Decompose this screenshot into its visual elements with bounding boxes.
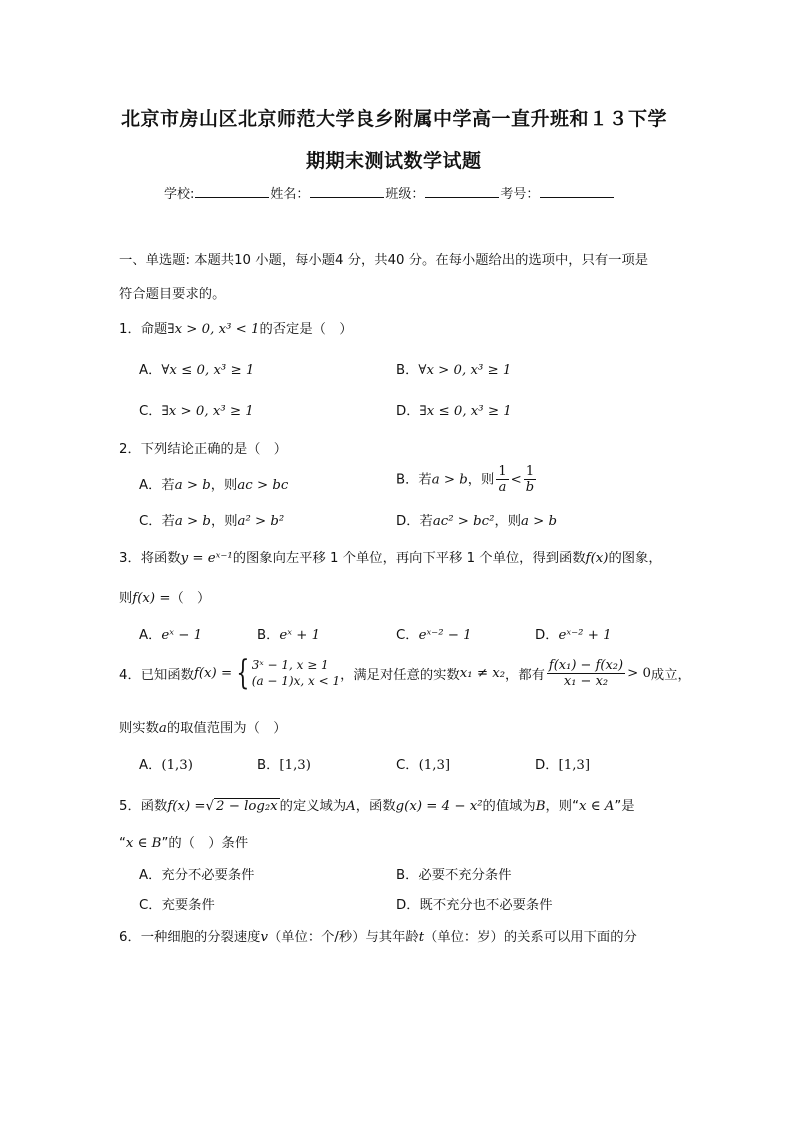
question-5-stem-line-2: [119, 832, 248, 851]
option-text: ，则: [210, 514, 238, 529]
question-1-stem: [119, 318, 353, 337]
option-math: a > b: [174, 478, 211, 493]
question-number: 6．: [119, 930, 141, 945]
question-3-option-a[interactable]: [139, 624, 202, 643]
stem-text: 则实数: [119, 721, 159, 736]
option-label: D．: [396, 404, 420, 419]
question-4-option-b[interactable]: [257, 754, 311, 773]
stem-text: （单位：岁）的关系可以用下面的分: [424, 930, 637, 945]
case-line: (a − 1)x, x < 1: [251, 674, 341, 688]
question-number: 1．: [119, 322, 141, 337]
option-label: C．: [139, 514, 162, 529]
stem-text: 的取值范围为（ ）: [166, 721, 287, 736]
option-label: A．: [139, 628, 162, 643]
stem-math: y = eˣ⁻¹: [180, 551, 233, 566]
option-label: B．: [396, 472, 419, 488]
option-math: ∃x > 0, x³ ≥ 1: [161, 404, 254, 419]
question-1-option-c[interactable]: [139, 400, 254, 419]
section-intro-line-1: 一、单选题: 本题共10 小题，每小题4 分，共40 分。在每小题给出的选项中，只有一项是: [119, 253, 649, 268]
question-5-option-c[interactable]: [139, 894, 215, 913]
question-3-option-c[interactable]: [396, 624, 472, 643]
fraction-one-over-b: $\frac{1}{b}$: [525, 464, 535, 495]
field-name-blank[interactable]: [310, 185, 384, 198]
stem-text: ，则“: [545, 799, 579, 814]
stem-math: g(x) = 4 − x²: [395, 799, 483, 814]
stem-text: 函数: [140, 799, 168, 814]
question-number: 4．: [119, 667, 141, 683]
question-4-option-a[interactable]: [139, 754, 193, 773]
question-3-stem-line-2: [119, 587, 210, 606]
question-5-option-b[interactable]: [396, 864, 512, 883]
field-school-label: 学校:: [164, 187, 195, 202]
fraction-one-over-a: $\frac{1}{a}$: [498, 464, 507, 495]
option-label: C．: [396, 758, 419, 773]
question-3-stem: [119, 547, 662, 566]
stem-math: a: [158, 721, 167, 736]
question-4-stem-line-2: [119, 717, 287, 736]
stem-math: t: [418, 930, 425, 945]
field-examno-blank[interactable]: [540, 185, 614, 198]
stem-text: ”的（ ）条件: [161, 836, 249, 851]
question-2-option-a[interactable]: [139, 474, 288, 493]
option-math: eˣ⁻² + 1: [558, 628, 612, 643]
question-5-option-d[interactable]: [396, 894, 553, 913]
stem-text: 的图象向左平移 1 个单位，再向下平移 1 个单位，得到函数: [232, 551, 586, 566]
option-text: 充分不必要条件: [161, 868, 255, 883]
option-text: ，则: [210, 478, 238, 493]
question-number: 5．: [119, 799, 141, 814]
stem-text: 下列结论正确的是（ ）: [140, 442, 288, 457]
stem-text: 将函数: [140, 551, 181, 566]
option-text: 既不充分也不必要条件: [419, 898, 553, 913]
option-label: D．: [396, 898, 420, 913]
option-math: [1,3]: [558, 758, 591, 773]
stem-math: f(x) =: [167, 799, 206, 814]
option-text: 若: [419, 514, 433, 529]
option-text: 若: [418, 472, 432, 488]
stem-math: x₁ ≠ x₂: [459, 665, 506, 681]
piecewise-function: [232, 653, 341, 693]
field-examno-label: 考号：: [500, 187, 540, 202]
question-2-option-d[interactable]: [396, 510, 557, 529]
section-intro-line-2: 符合题目要求的。: [119, 287, 226, 302]
stem-text: ，都有: [505, 667, 545, 683]
student-info-fields: [164, 183, 615, 202]
stem-text: 成立，: [650, 667, 691, 683]
stem-text: 的图象，: [608, 551, 662, 566]
option-label: B．: [257, 758, 280, 773]
option-label: A．: [139, 868, 162, 883]
option-math: eˣ + 1: [279, 628, 321, 643]
option-label: C．: [396, 628, 419, 643]
square-root-sign: √: [205, 799, 215, 814]
stem-text: 则: [119, 591, 133, 606]
stem-text: ，满足对任意的实数: [340, 667, 460, 683]
option-math: (1,3]: [418, 758, 451, 773]
option-math: ac > bc: [237, 478, 289, 493]
stem-math: f(x): [585, 551, 609, 566]
stem-text: 已知函数: [140, 667, 194, 683]
question-3-option-b[interactable]: [257, 624, 320, 643]
option-label: D．: [535, 758, 559, 773]
option-math: a² > b²: [237, 514, 285, 529]
option-label: A．: [139, 363, 162, 378]
option-math: a > b: [521, 514, 558, 529]
question-6-stem: [119, 926, 637, 945]
option-label: C．: [139, 898, 162, 913]
stem-math: v: [260, 930, 268, 945]
field-class-label: 班级：: [385, 187, 425, 202]
question-1-option-d[interactable]: [396, 400, 512, 419]
option-math: (1,3): [161, 758, 193, 773]
question-number: 2．: [119, 442, 141, 457]
field-name-label: 姓名：: [270, 187, 310, 202]
stem-text: （ ）: [170, 591, 211, 606]
difference-quotient: $\frac{\text{f(x₁) − f(x₂)}}{\text{x₁ − x₂}}$: [548, 657, 624, 689]
option-label: B．: [396, 868, 419, 883]
left-brace: {: [236, 653, 250, 693]
stem-text: 的定义域为: [279, 799, 347, 814]
option-label: A．: [139, 758, 162, 773]
question-2-stem: [119, 438, 287, 457]
question-5-stem: [119, 795, 635, 814]
option-text: 必要不充分条件: [418, 868, 512, 883]
option-label: C．: [139, 404, 162, 419]
option-math: ∀x ≤ 0, x³ ≥ 1: [161, 363, 255, 378]
question-4-stem: [119, 653, 691, 693]
stem-math: x ∈ B: [125, 836, 162, 851]
question-2-option-c[interactable]: [139, 510, 284, 529]
case-line: 3ˣ − 1, x ≥ 1: [251, 658, 329, 672]
stem-math: A: [346, 799, 356, 814]
stem-math: B: [535, 799, 546, 814]
stem-text: （单位：个/秒）与其年龄: [267, 930, 419, 945]
stem-text: “: [119, 836, 126, 851]
stem-math: > 0: [627, 665, 651, 681]
field-class-blank[interactable]: [425, 185, 499, 198]
option-text: ，则: [467, 472, 495, 488]
stem-text: ，函数: [355, 799, 396, 814]
stem-math: f(x) =: [193, 665, 233, 681]
option-math: a > b: [431, 472, 468, 488]
question-3-option-d[interactable]: [535, 624, 612, 643]
exam-title-line-1: 北京市房山区北京师范大学良乡附属中学高一直升班和１３下学: [121, 108, 668, 130]
option-math: eˣ⁻² − 1: [418, 628, 472, 643]
question-4-option-c[interactable]: [396, 754, 450, 773]
option-label: B．: [257, 628, 280, 643]
field-school-blank[interactable]: [195, 185, 269, 198]
question-5-option-a[interactable]: [139, 864, 254, 883]
option-label: D．: [535, 628, 559, 643]
exam-title-line-2: 期期末测试数学试题: [306, 150, 482, 172]
option-text: 若: [161, 478, 175, 493]
stem-math: f(x) =: [132, 591, 171, 606]
option-label: B．: [396, 363, 419, 378]
option-text: 充要条件: [161, 898, 215, 913]
option-math: ac² > bc²: [432, 514, 495, 529]
less-than: <: [510, 472, 522, 488]
square-root-radicand: 2 − log₂x: [216, 799, 278, 814]
stem-text: 的值域为: [482, 799, 536, 814]
option-text: ，则: [494, 514, 522, 529]
stem-text: 一种细胞的分裂速度: [140, 930, 261, 945]
stem-text: 命题: [140, 322, 168, 337]
question-1-option-b[interactable]: [396, 359, 511, 378]
question-number: 3．: [119, 551, 141, 566]
option-label: A．: [139, 478, 162, 493]
option-text: 若: [161, 514, 175, 529]
stem-text: 的否定是（ ）: [259, 322, 353, 337]
question-2-option-b[interactable]: [396, 464, 538, 495]
option-math: a > b: [174, 514, 211, 529]
option-math: eˣ − 1: [161, 628, 203, 643]
question-4-option-d[interactable]: [535, 754, 590, 773]
question-1-option-a[interactable]: [139, 359, 254, 378]
option-math: ∃x ≤ 0, x³ ≥ 1: [419, 404, 512, 419]
option-math: [1,3): [279, 758, 311, 773]
stem-math: x ∈ A: [578, 799, 615, 814]
stem-math: ∃x > 0, x³ < 1: [167, 322, 260, 337]
option-math: ∀x > 0, x³ ≥ 1: [418, 363, 512, 378]
option-label: D．: [396, 514, 420, 529]
stem-text: ”是: [614, 799, 635, 814]
